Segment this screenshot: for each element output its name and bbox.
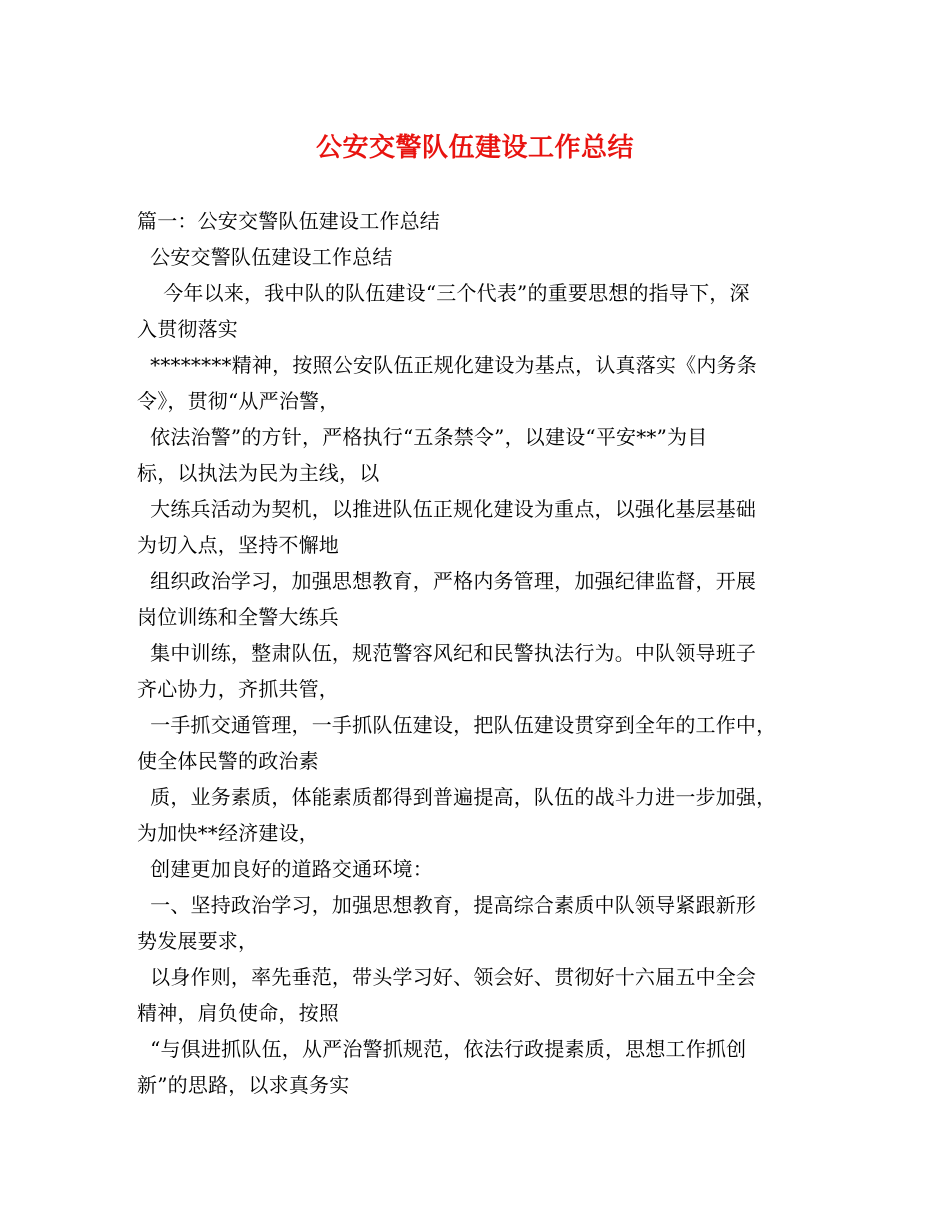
text-line: 一、坚持政治学习，加强思想教育，提高综合素质中队领导紧跟新形: [137, 893, 757, 917]
text-line: 组织政治学习，加强思想教育，严格内务管理，加强纪律监督，开展: [137, 569, 757, 593]
text-line: 创建更加良好的道路交通环境：: [137, 857, 433, 881]
text-line: 令》，贯彻“从严治警，: [137, 389, 340, 413]
text-line: 标，以执法为民为主线，以: [137, 461, 380, 485]
text-line: 入贯彻落实: [137, 317, 238, 341]
text-line: 质，业务素质，体能素质都得到普遍提高，队伍的战斗力进一步加强，: [137, 785, 777, 809]
text-line: 岗位训练和全警大练兵: [137, 605, 339, 629]
document-body: [137, 203, 827, 1103]
document-title: 公安交警队伍建设工作总结: [315, 133, 634, 163]
text-line: “与俱进抓队伍，从严治警抓规范，依法行政提素质，思想工作抓创: [137, 1037, 747, 1061]
text-line: 今年以来，我中队的队伍建设“三个代表”的重要思想的指导下，深: [137, 281, 750, 305]
text-line: 为加快**经济建设，: [137, 821, 319, 845]
text-line: 一手抓交通管理，一手抓队伍建设，把队伍建设贯穿到全年的工作中，: [137, 713, 777, 737]
text-line: 大练兵活动为契机，以推进队伍正规化建设为重点，以强化基层基础: [137, 497, 757, 521]
text-line: 依法治警”的方针，严格执行“五条禁令”，以建设“平安**”为目: [137, 425, 708, 449]
text-line: 集中训练，整肃队伍，规范警容风纪和民警执法行为。中队领导班子: [137, 641, 757, 665]
text-line: 齐心协力，齐抓共管，: [137, 677, 339, 701]
text-line: 新”的思路，以求真务实: [137, 1073, 350, 1097]
text-line: 公安交警队伍建设工作总结: [137, 245, 393, 269]
text-line: ********精神，按照公安队伍正规化建设为基点，认真落实《内务条: [137, 353, 757, 377]
text-line: 以身作则，率先垂范，带头学习好、领会好、贯彻好十六届五中全会: [137, 965, 757, 989]
text-line: 精神，肩负使命，按照: [137, 1001, 339, 1025]
text-line: 篇一：公安交警队伍建设工作总结: [137, 209, 440, 233]
text-line: 势发展要求，: [137, 929, 259, 953]
text-line: 为切入点，坚持不懈地: [137, 533, 339, 557]
text-line: 使全体民警的政治素: [137, 749, 319, 773]
